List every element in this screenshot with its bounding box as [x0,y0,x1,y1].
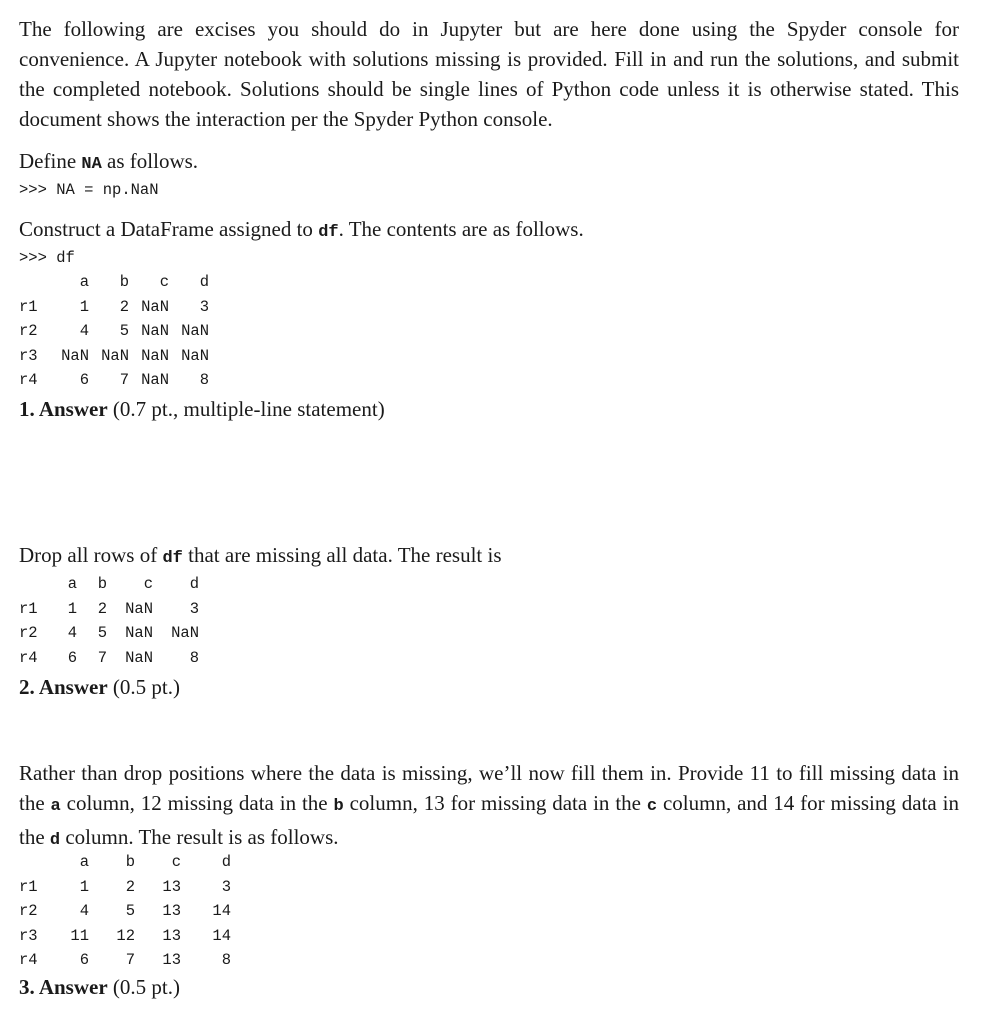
cell: 11 [70,926,89,945]
table-row [19,344,209,369]
cell: NaN [125,648,153,667]
row-index: r2 [19,624,38,643]
answer-1-label: 1. Answer [19,397,108,421]
cell: 3 [199,297,209,316]
cell: 3 [221,877,231,896]
df3-col-b: b [125,853,135,872]
cell: 3 [189,599,199,618]
row-index: r1 [19,599,38,618]
drop-var: df [162,549,183,568]
construct-prefix: Construct a DataFrame assigned to [19,217,319,241]
row-index: r2 [19,902,38,921]
cell: NaN [125,624,153,643]
answer-3-detail: (0.5 pt.) [107,975,180,999]
dataframe-dropped [19,572,199,670]
cell: NaN [61,346,89,365]
construct-var: df [318,223,339,242]
answer-2-detail: (0.5 pt.) [107,675,180,699]
table-row [19,924,231,949]
cell: 8 [189,648,199,667]
cell: 5 [97,624,107,643]
cell: 14 [212,902,231,921]
define-na-text [19,146,198,180]
df3-header-row [19,850,231,875]
cell: 2 [119,297,129,316]
row-index: r1 [19,877,38,896]
fill-text-3: column, 13 for missing data in the [343,791,647,815]
answer-1-detail: (0.7 pt., multiple-line statement) [107,397,385,421]
cell: NaN [141,297,169,316]
cell: NaN [141,346,169,365]
cell: 6 [67,648,77,667]
fill-text-5: column. The result is as follows. [60,825,339,849]
drop-suffix: that are missing all data. The result is [182,543,502,567]
construct-suffix: . The contents are as follows. [338,217,584,241]
define-var: NA [81,155,102,174]
df2-col-c: c [143,575,153,594]
row-index: r4 [19,648,38,667]
cell: 12 [116,926,135,945]
fill-col-a: a [50,797,61,816]
fill-text-2: column, 12 missing data in the [60,791,334,815]
row-index: r3 [19,926,38,945]
cell: 8 [199,371,209,390]
cell: 1 [67,599,77,618]
df3-col-index [19,850,55,875]
cell: 13 [162,902,181,921]
table-row [19,621,199,646]
intro-paragraph: The following are excises you should do in Jupyter but are here done using the Spyder console for convenience. A Jupyter notebook with solutions missing is provided. Fill in and run the solutions, and submit the completed notebook. Solutions should be single lines of Python code unless it is otherwise stated. This document shows the interaction per the Spyder Python console. [19,17,959,131]
cell: 14 [212,926,231,945]
row-index: r3 [19,346,38,365]
cell: 13 [162,877,181,896]
cell: 7 [97,648,107,667]
cell: 13 [162,951,181,970]
fill-col-d: d [49,831,61,850]
cell: NaN [141,371,169,390]
answer-2-label: 2. Answer [19,675,108,699]
cell: 4 [79,902,89,921]
cell: 5 [125,902,135,921]
cell: 1 [79,877,89,896]
cell: NaN [181,346,209,365]
fill-missing-text [19,758,959,856]
df1-col-d: d [199,273,209,292]
cell: 13 [162,926,181,945]
table-row [19,295,209,320]
cell: 6 [79,951,89,970]
cell: NaN [125,599,153,618]
df2-col-index [19,572,55,597]
df3-col-a: a [79,853,89,872]
construct-df-text [19,214,584,248]
df3-col-c: c [171,853,181,872]
define-code: >>> NA = np.NaN [19,181,159,199]
construct-code: >>> df [19,249,75,267]
table-row [19,646,199,671]
df1-col-a: a [79,273,89,292]
df2-col-a: a [67,575,77,594]
row-index: r1 [19,297,38,316]
df1-col-index [19,270,55,295]
cell: NaN [101,346,129,365]
cell: NaN [181,322,209,341]
fill-text-4: column, and 14 for missing data in the [19,791,959,849]
drop-prefix: Drop all rows of [19,543,163,567]
cell: 7 [125,951,135,970]
table-row [19,368,209,393]
table-row [19,319,209,344]
cell: 2 [125,877,135,896]
cell: 1 [79,297,89,316]
cell: 2 [97,599,107,618]
fill-col-c: c [646,797,658,816]
answer-3-label: 3. Answer [19,975,108,999]
answer-3 [19,972,180,1002]
fill-col-b: b [333,797,344,816]
answer-2 [19,672,180,702]
dataframe-filled [19,850,231,973]
table-row [19,948,231,973]
cell: NaN [141,322,169,341]
fill-text-1: Rather than drop positions where the data is missing, we’ll now fill them in. Provide 11 to fill missing data in the [19,761,959,815]
cell: NaN [171,624,199,643]
cell: 6 [79,371,89,390]
cell: 4 [67,624,77,643]
df2-header-row [19,572,199,597]
row-index: r4 [19,371,38,390]
df3-col-d: d [221,853,231,872]
cell: 5 [119,322,129,341]
answer-1 [19,394,385,424]
df1-col-c: c [159,273,169,292]
cell: 7 [119,371,129,390]
df2-col-b: b [97,575,107,594]
table-row [19,875,231,900]
row-index: r4 [19,951,38,970]
cell: 8 [221,951,231,970]
dataframe-original [19,270,209,393]
df1-header-row [19,270,209,295]
define-prefix: Define [19,149,82,173]
table-row [19,597,199,622]
cell: 4 [79,322,89,341]
drop-rows-text [19,540,502,574]
df2-col-d: d [189,575,199,594]
row-index: r2 [19,322,38,341]
define-suffix: as follows. [101,149,199,173]
df1-col-b: b [119,273,129,292]
table-row [19,899,231,924]
